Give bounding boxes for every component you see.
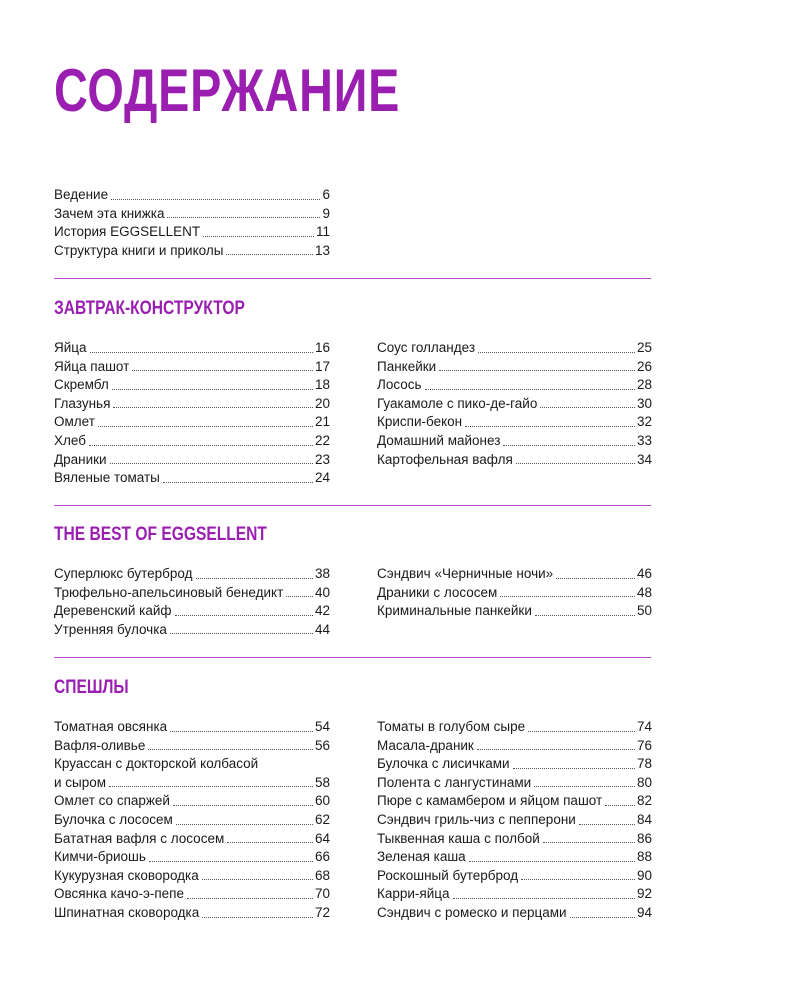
dot-leader	[439, 370, 635, 371]
entry-name: Яйца пашот	[54, 358, 130, 374]
dot-leader	[149, 861, 313, 862]
toc-entry[interactable]	[54, 432, 330, 451]
dot-leader	[170, 731, 313, 732]
entry-page: 72	[314, 904, 330, 920]
entry-name: Омлет	[54, 414, 95, 430]
entry-name: Домашний майонез	[377, 432, 501, 448]
dot-leader	[535, 615, 635, 616]
entry-page: 74	[636, 719, 652, 734]
dot-leader	[202, 879, 313, 880]
dot-leader	[90, 352, 313, 353]
entry-page: 13	[314, 242, 330, 258]
toc-entry[interactable]	[54, 469, 330, 488]
entry-page: 86	[636, 830, 652, 846]
entry-name: Вяленые томаты	[54, 470, 160, 486]
entry-name: Драники	[54, 451, 107, 467]
toc-entry[interactable]	[377, 848, 652, 867]
toc-entry[interactable]	[54, 602, 330, 621]
dot-leader	[500, 596, 635, 597]
entry-name: Роскошный бутерброд	[377, 867, 519, 883]
entry-page: 46	[636, 566, 652, 581]
entry-page: 94	[636, 904, 652, 920]
entry-page: 33	[636, 432, 652, 448]
page-title: СОДЕРЖАНИЕ	[54, 57, 401, 124]
entry-page: 24	[314, 470, 330, 486]
dot-leader	[163, 482, 313, 483]
entry-name: Шпинатная сковородка	[54, 904, 200, 920]
entry-page: 34	[636, 451, 652, 467]
toc-entry[interactable]	[377, 584, 652, 603]
dot-leader	[469, 861, 635, 862]
entry-page: 25	[636, 340, 652, 355]
entry-name: Омлет со спаржей	[54, 793, 170, 809]
entry-name: Криминальные панкейки	[377, 603, 532, 619]
dot-leader	[196, 578, 313, 579]
best-of-list-right	[377, 565, 652, 621]
dot-leader	[605, 805, 635, 806]
entry-name: Яйца	[54, 340, 87, 355]
entry-name: Суперлюкс бутерброд	[54, 566, 193, 581]
toc-entry[interactable]	[377, 413, 652, 432]
dot-leader	[109, 786, 313, 787]
entry-name: Криспи-бекон	[377, 414, 463, 430]
entry-name: Лосось	[377, 377, 422, 393]
entry-page: 30	[636, 395, 652, 411]
dot-leader	[227, 842, 313, 843]
toc-entry[interactable]	[54, 737, 330, 756]
toc-entry[interactable]	[54, 848, 330, 867]
dot-leader	[175, 615, 313, 616]
entry-name: Гуакамоле с пико-де-гайо	[377, 395, 538, 411]
entry-page: 78	[636, 756, 652, 772]
toc-entry[interactable]	[54, 830, 330, 849]
toc-entry[interactable]	[54, 205, 330, 224]
toc-entry[interactable]	[377, 602, 652, 621]
entry-name: Тыквенная каша с полбой	[377, 830, 540, 846]
entry-page: 38	[314, 566, 330, 581]
entry-page: 9	[322, 205, 330, 221]
dot-leader	[286, 596, 313, 597]
entry-page: 68	[314, 867, 330, 883]
dot-leader	[521, 879, 635, 880]
entry-page: 82	[636, 793, 652, 809]
entry-page: 84	[636, 811, 652, 827]
toc-entry[interactable]	[54, 242, 330, 261]
dot-leader	[110, 463, 313, 464]
dot-leader	[543, 842, 635, 843]
entry-name: Булочка с лососем	[54, 811, 173, 827]
dot-leader	[579, 824, 635, 825]
toc-entry[interactable]	[54, 885, 330, 904]
section-divider	[54, 278, 651, 279]
entry-name: Кукурузная сковородка	[54, 867, 199, 883]
dot-leader	[113, 407, 313, 408]
entry-name: Хлеб	[54, 432, 86, 448]
entry-page: 50	[636, 603, 652, 619]
toc-entry[interactable]	[377, 565, 652, 584]
entry-name: Соус голландез	[377, 340, 476, 355]
entry-name: Томатная овсянка	[54, 719, 168, 734]
toc-entry[interactable]	[377, 792, 652, 811]
toc-entry[interactable]	[377, 395, 652, 414]
toc-entry[interactable]	[377, 904, 652, 923]
entry-page: 21	[314, 414, 330, 430]
toc-entry[interactable]	[377, 358, 652, 377]
entry-page: 92	[636, 886, 652, 902]
section-divider	[54, 657, 651, 658]
entry-page: 58	[314, 774, 330, 790]
dot-leader	[453, 898, 635, 899]
toc-entry[interactable]	[54, 358, 330, 377]
dot-leader	[534, 786, 635, 787]
dot-leader	[132, 370, 313, 371]
toc-entry[interactable]	[54, 904, 330, 923]
entry-name: Овсянка качо-э-пепе	[54, 886, 184, 902]
dot-leader	[173, 805, 313, 806]
entry-page: 28	[636, 377, 652, 393]
toc-entry[interactable]	[377, 718, 652, 737]
entry-page: 48	[636, 584, 652, 600]
toc-entry[interactable]	[54, 339, 330, 358]
entry-page: 26	[636, 358, 652, 374]
toc-entry[interactable]	[54, 718, 330, 737]
breakfast-list-left	[54, 339, 330, 488]
entry-name: Вафля-оливье	[54, 737, 146, 753]
toc-entry[interactable]	[54, 621, 330, 640]
dot-leader	[89, 445, 313, 446]
toc-entry[interactable]	[54, 811, 330, 830]
section-title-specials: СПЕШЛЫ	[54, 677, 129, 698]
entry-name-line1: Круассан с докторской колбасой	[54, 756, 259, 772]
entry-page: 60	[314, 793, 330, 809]
entry-name: Сэндвич «Черничные ночи»	[377, 566, 554, 581]
dot-leader	[167, 217, 320, 218]
toc-entry[interactable]	[54, 867, 330, 886]
specials-list-left	[54, 718, 330, 923]
toc-entry[interactable]	[54, 565, 330, 584]
entry-name: Деревенский кайф	[54, 603, 172, 619]
entry-page: 11	[315, 224, 330, 240]
dot-leader	[187, 898, 313, 899]
toc-entry[interactable]	[377, 811, 652, 830]
entry-page: 44	[314, 621, 330, 637]
dot-leader	[465, 426, 635, 427]
entry-name: Утренняя булочка	[54, 621, 167, 637]
specials-list-right	[377, 718, 652, 923]
toc-entry[interactable]	[54, 792, 330, 811]
toc-entry[interactable]	[377, 774, 652, 793]
dot-leader	[226, 254, 313, 255]
entry-name: Пюре с камамбером и яйцом пашот	[377, 793, 603, 809]
dot-leader	[98, 426, 313, 427]
entry-page: 54	[314, 719, 330, 734]
dot-leader	[202, 917, 313, 918]
entry-page: 64	[314, 830, 330, 846]
dot-leader	[477, 749, 635, 750]
entry-name-line2: и сыром	[54, 774, 107, 790]
entry-name: Сэндвич гриль-чиз с пепперони	[377, 811, 576, 827]
entry-page: 88	[636, 849, 652, 865]
entry-page: 16	[314, 340, 330, 355]
entry-page: 23	[314, 451, 330, 467]
entry-name: Булочка с лисичками	[377, 756, 510, 772]
entry-name: Кимчи-бриошь	[54, 849, 146, 865]
entry-line2	[54, 774, 330, 793]
toc-entry[interactable]	[54, 376, 330, 395]
toc-entry[interactable]	[54, 395, 330, 414]
entry-name: Панкейки	[377, 358, 437, 374]
toc-entry[interactable]	[54, 451, 330, 470]
entry-page: 66	[314, 849, 330, 865]
entry-name: Масала-драник	[377, 737, 474, 753]
breakfast-list-right	[377, 339, 652, 469]
dot-leader	[478, 352, 635, 353]
dot-leader	[556, 578, 635, 579]
toc-entry[interactable]	[377, 830, 652, 849]
entry-name: Батaтная вафля с лососем	[54, 830, 225, 846]
toc-entry[interactable]	[377, 451, 652, 470]
entry-page: 80	[636, 774, 652, 790]
section-divider	[54, 505, 651, 506]
toc-entry[interactable]	[54, 223, 330, 242]
dot-leader	[516, 463, 635, 464]
toc-entry[interactable]	[54, 413, 330, 432]
dot-leader	[425, 389, 635, 390]
entry-page: 40	[314, 584, 330, 600]
entry-page: 22	[314, 432, 330, 448]
dot-leader	[148, 749, 313, 750]
entry-name: История EGGSELLENT	[54, 224, 201, 240]
entry-name: Ведение	[54, 187, 109, 202]
entry-page: 18	[314, 377, 330, 393]
dot-leader	[528, 731, 635, 732]
entry-page: 62	[314, 811, 330, 827]
dot-leader	[540, 407, 635, 408]
entry-name: Карри-яйца	[377, 886, 450, 902]
toc-entry[interactable]	[377, 867, 652, 886]
entry-page: 56	[314, 737, 330, 753]
toc-entry[interactable]	[377, 339, 652, 358]
entry-name: Драники с лососем	[377, 584, 498, 600]
dot-leader	[503, 445, 635, 446]
intro-list	[54, 186, 330, 260]
toc-entry[interactable]	[377, 376, 652, 395]
dot-leader	[203, 236, 314, 237]
entry-name: Глазунья	[54, 395, 111, 411]
dot-leader	[112, 389, 313, 390]
toc-entry[interactable]	[377, 432, 652, 451]
best-of-list-left	[54, 565, 330, 639]
toc-entry[interactable]	[377, 755, 652, 774]
toc-entry[interactable]	[377, 885, 652, 904]
toc-entry[interactable]	[54, 186, 330, 205]
entry-name: Трюфельно-апельсиновый бенедикт	[54, 584, 284, 600]
entry-page: 6	[322, 187, 330, 202]
entry-page: 42	[314, 603, 330, 619]
dot-leader	[111, 199, 320, 200]
entry-page: 20	[314, 395, 330, 411]
entry-page: 32	[636, 414, 652, 430]
entry-page: 90	[636, 867, 652, 883]
entry-name: Сэндвич с ромеско и перцами	[377, 904, 567, 920]
entry-page: 17	[314, 358, 330, 374]
toc-entry-wrapped[interactable]	[54, 755, 330, 792]
section-title-breakfast: ЗАВТРАК-КОНСТРУКТОР	[54, 298, 245, 319]
entry-name: Зачем эта книжка	[54, 205, 165, 221]
entry-name: Скрембл	[54, 377, 109, 393]
entry-name: Структура книги и приколы	[54, 242, 224, 258]
dot-leader	[570, 917, 635, 918]
entry-name: Картофельная вафля	[377, 451, 513, 467]
toc-entry[interactable]	[54, 584, 330, 603]
entry-name: Зеленая каша	[377, 849, 466, 865]
entry-name: Томаты в голубом сыре	[377, 719, 526, 734]
section-title-best-of: THE BEST OF EGGSELLENT	[54, 524, 267, 545]
dot-leader	[176, 824, 313, 825]
entry-name: Полента с лангустинами	[377, 774, 532, 790]
dot-leader	[513, 768, 635, 769]
toc-entry[interactable]	[377, 737, 652, 756]
dot-leader	[170, 633, 313, 634]
entry-page: 70	[314, 886, 330, 902]
entry-page: 76	[636, 737, 652, 753]
